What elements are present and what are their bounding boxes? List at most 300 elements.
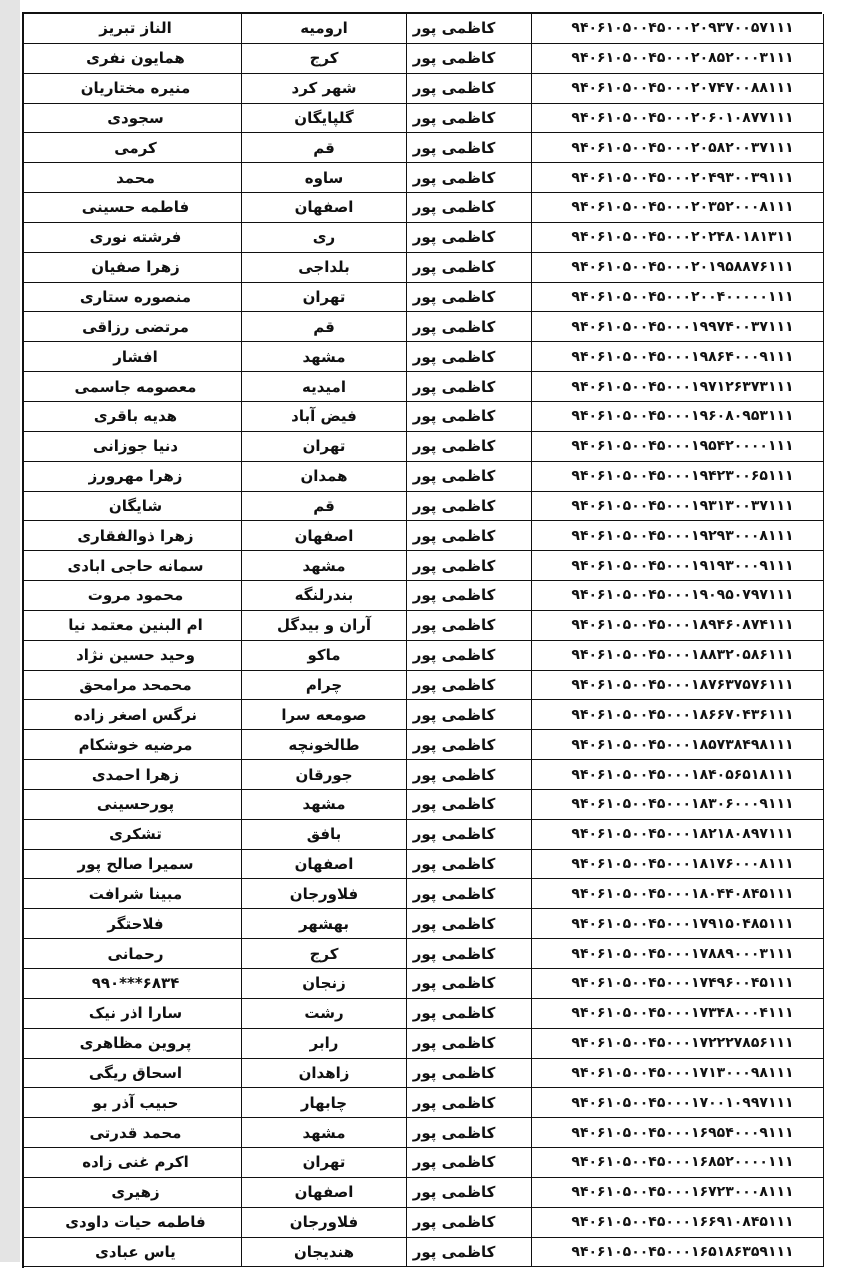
city-text: چابهار: [300, 1093, 348, 1112]
sender-text: کاظمی پور: [412, 437, 496, 456]
sender-text: کاظمی پور: [412, 79, 496, 98]
recipient-name-cell: [24, 133, 242, 163]
city-text: فلاورجان: [289, 1213, 359, 1232]
sender-cell: [407, 253, 532, 283]
city-text: تهران: [302, 437, 346, 456]
recipient-name-text: ۹۹۰***۶۸۳۴: [91, 974, 180, 993]
recipient-name-text: اسحاق ریگی: [88, 1063, 183, 1082]
recipient-name-text: مبینا شرافت: [88, 884, 183, 903]
recipient-name-cell: [24, 1208, 242, 1238]
city-text: چرام: [305, 675, 343, 694]
sender-text: کاظمی پور: [412, 974, 496, 993]
recipient-name-cell: [24, 1088, 242, 1118]
recipient-name-cell: [24, 372, 242, 402]
recipient-name-cell: [24, 163, 242, 193]
city-text: امیدیه: [302, 377, 346, 396]
city-cell: [242, 14, 407, 44]
tracking-number-text: ۹۴۰۶۱۰۵۰۰۴۵۰۰۰۱۹۴۲۳۰۰۶۵۱۱۱: [571, 468, 794, 485]
city-cell: [242, 641, 407, 671]
tracking-number-text: ۹۴۰۶۱۰۵۰۰۴۵۰۰۰۱۹۰۹۵۰۷۹۷۱۱۱: [571, 587, 794, 604]
city-text: قم: [313, 496, 335, 515]
tracking-number-cell: [532, 1208, 824, 1238]
city-cell: [242, 850, 407, 880]
city-cell: [242, 521, 407, 551]
city-text: مشهد: [302, 556, 346, 575]
tracking-number-cell: [532, 402, 824, 432]
sender-cell: [407, 432, 532, 462]
sender-cell: [407, 939, 532, 969]
sender-cell: [407, 879, 532, 909]
tracking-number-text: ۹۴۰۶۱۰۵۰۰۴۵۰۰۰۱۸۵۷۳۸۴۹۸۱۱۱: [571, 736, 794, 753]
recipient-name-text: اکرم غنی زاده: [82, 1153, 189, 1172]
tracking-number-text: ۹۴۰۶۱۰۵۰۰۴۵۰۰۰۱۸۱۷۶۰۰۰۸۱۱۱: [571, 856, 794, 873]
recipient-name-cell: [24, 671, 242, 701]
city-cell: [242, 133, 407, 163]
sender-cell: [407, 283, 532, 313]
sender-cell: [407, 163, 532, 193]
recipient-name-cell: [24, 492, 242, 522]
tracking-number-text: ۹۴۰۶۱۰۵۰۰۴۵۰۰۰۱۸۶۶۷۰۴۳۶۱۱۱: [571, 706, 794, 723]
recipient-name-text: فاطمه حیات داودی: [65, 1213, 206, 1232]
sender-cell: [407, 730, 532, 760]
recipient-name-text: رحمانی: [107, 944, 164, 963]
city-cell: [242, 909, 407, 939]
city-cell: [242, 1208, 407, 1238]
tracking-number-cell: [532, 253, 824, 283]
tracking-number-cell: [532, 671, 824, 701]
sender-text: کاظمی پور: [412, 49, 496, 68]
sender-cell: [407, 492, 532, 522]
sender-text: کاظمی پور: [412, 825, 496, 844]
city-cell: [242, 790, 407, 820]
city-text: فلاورجان: [289, 884, 359, 903]
tracking-number-text: ۹۴۰۶۱۰۵۰۰۴۵۰۰۰۱۶۶۹۱۰۸۴۵۱۱۱: [571, 1214, 794, 1231]
city-text: اصفهان: [294, 855, 354, 874]
tracking-number-cell: [532, 133, 824, 163]
tracking-number-cell: [532, 14, 824, 44]
recipient-name-cell: [24, 14, 242, 44]
city-cell: [242, 342, 407, 372]
tracking-number-text: ۹۴۰۶۱۰۵۰۰۴۵۰۰۰۲۰۸۵۲۰۰۰۳۱۱۱: [571, 50, 794, 67]
recipient-name-text: زهرا صفیان: [91, 258, 180, 277]
recipient-name-cell: [24, 850, 242, 880]
sender-cell: [407, 342, 532, 372]
sender-cell: [407, 74, 532, 104]
recipient-name-cell: [24, 581, 242, 611]
tracking-number-text: ۹۴۰۶۱۰۵۰۰۴۵۰۰۰۱۹۲۹۳۰۰۰۸۱۱۱: [571, 527, 794, 544]
tracking-number-text: ۹۴۰۶۱۰۵۰۰۴۵۰۰۰۱۸۰۴۴۰۸۴۵۱۱۱: [571, 885, 794, 902]
city-text: جورقان: [295, 765, 353, 784]
city-text: بلداجی: [298, 258, 350, 277]
sender-cell: [407, 462, 532, 492]
sender-text: کاظمی پور: [412, 1034, 496, 1053]
tracking-number-cell: [532, 342, 824, 372]
sender-cell: [407, 850, 532, 880]
tracking-number-text: ۹۴۰۶۱۰۵۰۰۴۵۰۰۰۲۰۵۸۲۰۰۳۷۱۱۱: [571, 139, 794, 156]
city-cell: [242, 492, 407, 522]
recipient-name-cell: [24, 820, 242, 850]
tracking-number-cell: [532, 163, 824, 193]
recipient-name-cell: [24, 760, 242, 790]
city-cell: [242, 939, 407, 969]
city-cell: [242, 193, 407, 223]
tracking-number-cell: [532, 969, 824, 999]
sender-text: کاظمی پور: [412, 198, 496, 217]
sender-text: کاظمی پور: [412, 675, 496, 694]
recipient-name-cell: [24, 1029, 242, 1059]
tracking-number-cell: [532, 462, 824, 492]
tracking-number-text: ۹۴۰۶۱۰۵۰۰۴۵۰۰۰۱۸۹۴۶۰۸۷۴۱۱۱: [571, 617, 794, 634]
tracking-number-text: ۹۴۰۶۱۰۵۰۰۴۵۰۰۰۲۰۳۵۲۰۰۰۸۱۱۱: [571, 199, 794, 216]
city-text: کرج: [309, 49, 339, 68]
recipient-name-cell: [24, 939, 242, 969]
recipient-name-cell: [24, 253, 242, 283]
sender-text: کاظمی پور: [412, 1243, 496, 1262]
recipient-name-text: شایگان: [108, 496, 163, 515]
recipient-name-cell: [24, 402, 242, 432]
recipient-name-text: پورحسینی: [96, 795, 175, 814]
recipient-name-cell: [24, 223, 242, 253]
sender-cell: [407, 1118, 532, 1148]
recipient-name-text: یاس عبادی: [95, 1243, 176, 1262]
city-cell: [242, 283, 407, 313]
city-cell: [242, 879, 407, 909]
tracking-number-cell: [532, 283, 824, 313]
recipient-name-cell: [24, 1178, 242, 1208]
tracking-number-text: ۹۴۰۶۱۰۵۰۰۴۵۰۰۰۱۸۲۱۸۰۸۹۷۱۱۱: [571, 826, 794, 843]
recipient-name-text: کرمی: [114, 138, 157, 157]
recipient-name-cell: [24, 1059, 242, 1089]
city-cell: [242, 312, 407, 342]
recipient-name-text: مرضیه خوشکام: [78, 735, 193, 754]
city-cell: [242, 969, 407, 999]
tracking-number-text: ۹۴۰۶۱۰۵۰۰۴۵۰۰۰۱۷۲۲۲۷۸۵۶۱۱۱: [571, 1035, 794, 1052]
sender-cell: [407, 760, 532, 790]
recipient-name-cell: [24, 1238, 242, 1268]
recipient-name-text: الناز تبریز: [99, 19, 172, 38]
city-text: تهران: [302, 1153, 346, 1172]
tracking-number-cell: [532, 581, 824, 611]
recipient-name-text: افشار: [113, 347, 158, 366]
sender-text: کاظمی پور: [412, 347, 496, 366]
sender-text: کاظمی پور: [412, 377, 496, 396]
tracking-number-text: ۹۴۰۶۱۰۵۰۰۴۵۰۰۰۱۷۸۸۹۰۰۰۳۱۱۱: [571, 945, 794, 962]
tracking-number-cell: [532, 611, 824, 641]
sender-text: کاظمی پور: [412, 1183, 496, 1202]
tracking-number-cell: [532, 492, 824, 522]
sender-text: کاظمی پور: [412, 556, 496, 575]
city-cell: [242, 1238, 407, 1268]
city-cell: [242, 253, 407, 283]
tracking-number-text: ۹۴۰۶۱۰۵۰۰۴۵۰۰۰۲۰۴۹۳۰۰۳۹۱۱۱: [571, 169, 794, 186]
city-text: ارومیه: [300, 19, 348, 38]
shipment-table: [22, 12, 822, 1268]
recipient-name-cell: [24, 44, 242, 74]
sender-cell: [407, 999, 532, 1029]
tracking-number-text: ۹۴۰۶۱۰۵۰۰۴۵۰۰۰۱۷۹۱۵۰۴۸۵۱۱۱: [571, 915, 794, 932]
sender-text: کاظمی پور: [412, 646, 496, 665]
recipient-name-cell: [24, 1148, 242, 1178]
tracking-number-cell: [532, 1178, 824, 1208]
tracking-number-cell: [532, 1118, 824, 1148]
sender-text: کاظمی پور: [412, 1123, 496, 1142]
sender-text: کاظمی پور: [412, 795, 496, 814]
sender-cell: [407, 820, 532, 850]
tracking-number-cell: [532, 790, 824, 820]
recipient-name-cell: [24, 790, 242, 820]
city-text: بندرلنگه: [294, 586, 354, 605]
sender-cell: [407, 1088, 532, 1118]
recipient-name-text: سمانه حاجی ابادی: [67, 556, 204, 575]
sender-text: کاظمی پور: [412, 496, 496, 515]
city-text: قم: [313, 317, 335, 336]
tracking-number-text: ۹۴۰۶۱۰۵۰۰۴۵۰۰۰۲۰۶۰۱۰۸۷۷۱۱۱: [571, 109, 794, 126]
city-text: آران و بیدگل: [276, 616, 372, 635]
sender-text: کاظمی پور: [412, 914, 496, 933]
sender-cell: [407, 909, 532, 939]
sender-cell: [407, 1148, 532, 1178]
recipient-name-cell: [24, 969, 242, 999]
sender-cell: [407, 1178, 532, 1208]
tracking-number-cell: [532, 641, 824, 671]
city-text: ری: [312, 228, 336, 247]
sender-cell: [407, 372, 532, 402]
city-text: رابر: [309, 1034, 339, 1053]
sender-cell: [407, 671, 532, 701]
tracking-number-cell: [532, 372, 824, 402]
sender-text: کاظمی پور: [412, 586, 496, 605]
sender-cell: [407, 402, 532, 432]
sender-text: کاظمی پور: [412, 884, 496, 903]
recipient-name-text: سجودی: [107, 108, 164, 127]
tracking-number-text: ۹۴۰۶۱۰۵۰۰۴۵۰۰۰۲۰۲۴۸۰۱۸۱۳۱۱: [571, 229, 794, 246]
sender-text: کاظمی پور: [412, 1004, 496, 1023]
sender-cell: [407, 641, 532, 671]
tracking-number-text: ۹۴۰۶۱۰۵۰۰۴۵۰۰۰۱۸۸۳۲۰۵۸۶۱۱۱: [571, 647, 794, 664]
city-text: رشت: [304, 1004, 344, 1023]
city-cell: [242, 611, 407, 641]
sender-cell: [407, 223, 532, 253]
recipient-name-text: وحید حسین نژاد: [76, 646, 195, 665]
tracking-number-cell: [532, 104, 824, 134]
sender-text: کاظمی پور: [412, 168, 496, 187]
tracking-number-text: ۹۴۰۶۱۰۵۰۰۴۵۰۰۰۱۷۳۴۸۰۰۰۴۱۱۱: [571, 1005, 794, 1022]
sender-text: کاظمی پور: [412, 317, 496, 336]
recipient-name-cell: [24, 104, 242, 134]
recipient-name-text: محمود مروت: [87, 586, 184, 605]
sender-text: کاظمی پور: [412, 138, 496, 157]
tracking-number-cell: [532, 820, 824, 850]
recipient-name-text: ام البنین معتمد نیا: [68, 616, 203, 635]
sender-cell: [407, 611, 532, 641]
recipient-name-text: معصومه جاسمی: [74, 377, 197, 396]
recipient-name-text: هدیه باقری: [93, 407, 178, 426]
city-cell: [242, 730, 407, 760]
tracking-number-cell: [532, 879, 824, 909]
sender-cell: [407, 44, 532, 74]
recipient-name-cell: [24, 521, 242, 551]
city-text: مشهد: [302, 347, 346, 366]
tracking-number-cell: [532, 1148, 824, 1178]
sender-cell: [407, 1208, 532, 1238]
sender-cell: [407, 193, 532, 223]
sender-cell: [407, 1029, 532, 1059]
tracking-number-text: ۹۴۰۶۱۰۵۰۰۴۵۰۰۰۱۸۴۰۵۶۵۱۸۱۱۱: [571, 766, 794, 783]
sender-cell: [407, 1238, 532, 1268]
recipient-name-cell: [24, 283, 242, 313]
tracking-number-text: ۹۴۰۶۱۰۵۰۰۴۵۰۰۰۱۹۹۷۴۰۰۳۷۱۱۱: [571, 318, 794, 335]
recipient-name-text: تشکری: [109, 825, 162, 844]
recipient-name-text: منیره مختاریان: [80, 79, 191, 98]
recipient-name-text: زهیری: [111, 1183, 160, 1202]
recipient-name-cell: [24, 879, 242, 909]
city-cell: [242, 581, 407, 611]
city-text: کرج: [309, 944, 339, 963]
tracking-number-cell: [532, 44, 824, 74]
city-text: ساوه: [304, 168, 344, 187]
sender-cell: [407, 14, 532, 44]
recipient-name-cell: [24, 700, 242, 730]
city-text: زاهدان: [298, 1063, 350, 1082]
recipient-name-text: زهرا مهرورز: [88, 467, 183, 486]
recipient-name-cell: [24, 611, 242, 641]
sender-text: کاظمی پور: [412, 258, 496, 277]
tracking-number-text: ۹۴۰۶۱۰۵۰۰۴۵۰۰۰۱۹۶۰۸۰۹۵۳۱۱۱: [571, 408, 794, 425]
city-text: مشهد: [302, 795, 346, 814]
city-text: زنجان: [302, 974, 346, 993]
city-cell: [242, 74, 407, 104]
sender-cell: [407, 969, 532, 999]
tracking-number-text: ۹۴۰۶۱۰۵۰۰۴۵۰۰۰۱۶۷۲۳۰۰۰۸۱۱۱: [571, 1184, 794, 1201]
tracking-number-cell: [532, 551, 824, 581]
sender-text: کاظمی پور: [412, 19, 496, 38]
tracking-number-cell: [532, 850, 824, 880]
city-cell: [242, 223, 407, 253]
sender-text: کاظمی پور: [412, 288, 496, 307]
tracking-number-text: ۹۴۰۶۱۰۵۰۰۴۵۰۰۰۱۹۵۴۲۰۰۰۰۱۱۱: [571, 438, 794, 455]
tracking-number-text: ۹۴۰۶۱۰۵۰۰۴۵۰۰۰۲۰۰۴۰۰۰۰۰۱۱۱: [571, 289, 794, 306]
sender-text: کاظمی پور: [412, 1153, 496, 1172]
tracking-number-cell: [532, 432, 824, 462]
sender-text: کاظمی پور: [412, 705, 496, 724]
city-text: بهشهر: [298, 914, 350, 933]
recipient-name-text: محمحد مرامحق: [79, 675, 192, 694]
scan-margin: [0, 0, 20, 1262]
tracking-number-text: ۹۴۰۶۱۰۵۰۰۴۵۰۰۰۱۷۱۳۰۰۰۹۸۱۱۱: [571, 1064, 794, 1081]
recipient-name-text: پروین مظاهری: [79, 1034, 192, 1053]
city-text: تهران: [302, 288, 346, 307]
tracking-number-text: ۹۴۰۶۱۰۵۰۰۴۵۰۰۰۱۸۷۶۳۷۵۷۶۱۱۱: [571, 676, 794, 693]
city-text: مشهد: [302, 1123, 346, 1142]
recipient-name-text: منصوره ستاری: [79, 288, 192, 307]
city-text: همدان: [300, 467, 348, 486]
tracking-number-text: ۹۴۰۶۱۰۵۰۰۴۵۰۰۰۱۹۳۱۳۰۰۳۷۱۱۱: [571, 497, 794, 514]
tracking-number-text: ۹۴۰۶۱۰۵۰۰۴۵۰۰۰۱۶۸۵۲۰۰۰۰۱۱۱: [571, 1154, 794, 1171]
recipient-name-cell: [24, 462, 242, 492]
sender-text: کاظمی پور: [412, 407, 496, 426]
tracking-number-cell: [532, 312, 824, 342]
sender-text: کاظمی پور: [412, 228, 496, 247]
sender-cell: [407, 1059, 532, 1089]
city-cell: [242, 551, 407, 581]
city-cell: [242, 462, 407, 492]
city-text: گلپایگان: [294, 108, 354, 127]
recipient-name-text: زهرا ذوالفقاری: [77, 526, 194, 545]
tracking-number-cell: [532, 1088, 824, 1118]
city-cell: [242, 372, 407, 402]
city-cell: [242, 760, 407, 790]
sender-cell: [407, 581, 532, 611]
tracking-number-cell: [532, 223, 824, 253]
tracking-number-text: ۹۴۰۶۱۰۵۰۰۴۵۰۰۰۱۷۴۹۶۰۰۴۵۱۱۱: [571, 975, 794, 992]
recipient-name-text: فلاحتگر: [107, 914, 164, 933]
tracking-number-text: ۹۴۰۶۱۰۵۰۰۴۵۰۰۰۱۸۳۰۶۰۰۰۹۱۱۱: [571, 796, 794, 813]
tracking-number-cell: [532, 909, 824, 939]
city-cell: [242, 700, 407, 730]
tracking-number-text: ۹۴۰۶۱۰۵۰۰۴۵۰۰۰۱۹۷۱۲۶۳۷۳۱۱۱: [571, 378, 794, 395]
sender-cell: [407, 551, 532, 581]
tracking-number-cell: [532, 939, 824, 969]
recipient-name-cell: [24, 342, 242, 372]
sender-text: کاظمی پور: [412, 855, 496, 874]
tracking-number-cell: [532, 1059, 824, 1089]
tracking-number-text: ۹۴۰۶۱۰۵۰۰۴۵۰۰۰۲۰۷۴۷۰۰۸۸۱۱۱: [571, 80, 794, 97]
sender-cell: [407, 790, 532, 820]
city-text: هندیجان: [293, 1243, 355, 1262]
sender-text: کاظمی پور: [412, 616, 496, 635]
city-cell: [242, 1178, 407, 1208]
tracking-number-text: ۹۴۰۶۱۰۵۰۰۴۵۰۰۰۱۷۰۰۱۰۹۹۷۱۱۱: [571, 1094, 794, 1111]
city-cell: [242, 999, 407, 1029]
recipient-name-cell: [24, 193, 242, 223]
sender-cell: [407, 521, 532, 551]
sender-text: کاظمی پور: [412, 1213, 496, 1232]
city-text: بافق: [306, 825, 342, 844]
recipient-name-text: نرگس اصغر زاده: [73, 705, 198, 724]
recipient-name-cell: [24, 999, 242, 1029]
recipient-name-cell: [24, 432, 242, 462]
recipient-name-cell: [24, 730, 242, 760]
sender-text: کاظمی پور: [412, 1063, 496, 1082]
city-text: قم: [313, 138, 335, 157]
city-cell: [242, 1148, 407, 1178]
recipient-name-text: سمیرا صالح پور: [77, 855, 194, 874]
sender-text: کاظمی پور: [412, 944, 496, 963]
city-text: فیض آباد: [291, 407, 357, 426]
city-cell: [242, 820, 407, 850]
city-text: صومعه سرا: [281, 705, 367, 724]
city-text: اصفهان: [294, 198, 354, 217]
sender-text: کاظمی پور: [412, 108, 496, 127]
tracking-number-cell: [532, 193, 824, 223]
sender-text: کاظمی پور: [412, 467, 496, 486]
recipient-name-cell: [24, 551, 242, 581]
recipient-name-cell: [24, 74, 242, 104]
city-text: اصفهان: [294, 526, 354, 545]
city-text: طالخونچه: [288, 735, 360, 754]
recipient-name-text: محمد قدرتی: [89, 1123, 182, 1142]
recipient-name-text: فاطمه حسینی: [81, 198, 190, 217]
sender-cell: [407, 133, 532, 163]
sender-text: کاظمی پور: [412, 765, 496, 784]
sender-cell: [407, 104, 532, 134]
sender-cell: [407, 312, 532, 342]
tracking-number-text: ۹۴۰۶۱۰۵۰۰۴۵۰۰۰۱۶۵۱۸۶۳۵۹۱۱۱: [571, 1244, 794, 1261]
recipient-name-text: مرتضی رزاقی: [82, 317, 189, 336]
recipient-name-text: محمد: [116, 168, 155, 187]
recipient-name-text: دنیا جوزانی: [92, 437, 179, 456]
recipient-name-text: سارا اذر نیک: [88, 1004, 183, 1023]
